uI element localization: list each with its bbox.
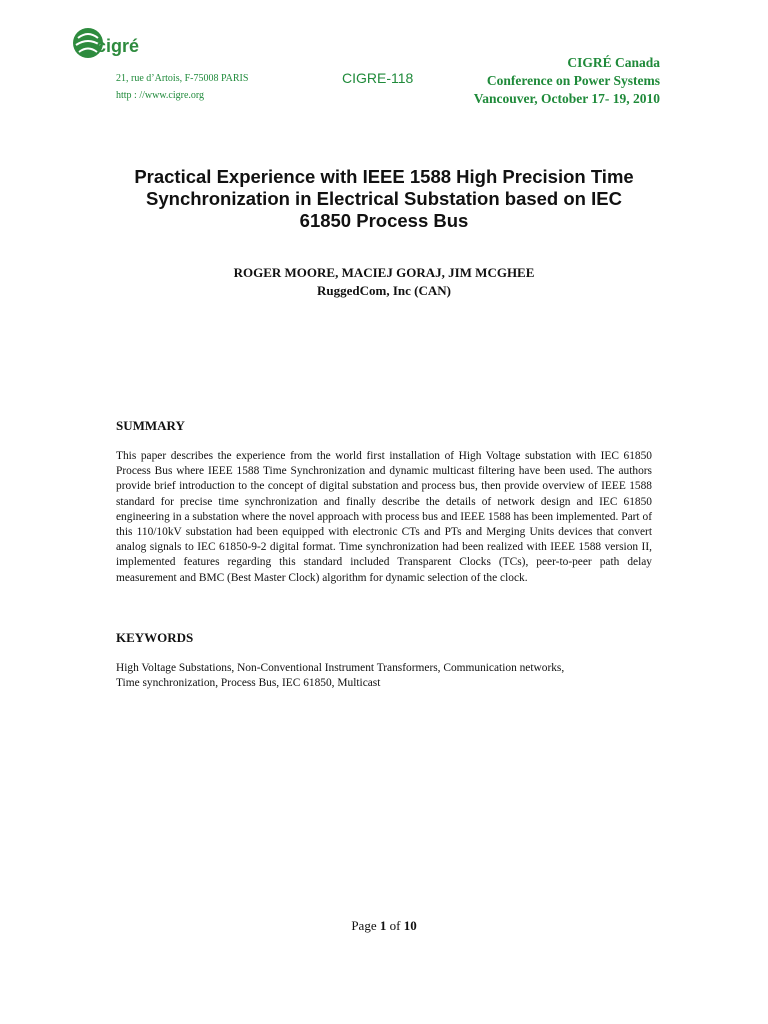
page-word: Page bbox=[351, 918, 377, 933]
title-line-1: Practical Experience with IEEE 1588 High Precision Time bbox=[134, 166, 634, 187]
conference-line-2: Conference on Power Systems bbox=[486, 73, 660, 88]
keywords-paragraph bbox=[116, 661, 652, 691]
title-line-2: Synchronization in Electrical Substation based on IEC bbox=[146, 188, 622, 209]
conference-line-1: CIGRÉ Canada bbox=[567, 55, 660, 70]
summary-heading: SUMMARY bbox=[116, 418, 185, 433]
website-line: http : //www.cigre.org bbox=[116, 90, 205, 101]
page-current: 1 bbox=[379, 918, 387, 933]
organization-address bbox=[116, 70, 248, 104]
paper-code: CIGRE-118 bbox=[342, 70, 414, 86]
author-names: ROGER MOORE, MACIEJ GORAJ, JIM MCGHEE bbox=[233, 265, 535, 280]
cigre-globe-icon bbox=[70, 20, 160, 66]
page-total: 10 bbox=[403, 918, 417, 933]
address-line: 21, rue d’Artois, F-75008 PARIS bbox=[116, 73, 249, 84]
paper-title bbox=[100, 166, 668, 232]
page-number bbox=[0, 918, 768, 934]
summary-paragraph: This paper describes the experience from the world first installation of High Voltage substation with IEC 61850 Process Bus where IEEE 1588 Time Synchronization and dynamic multicast filtering have been used. The authors provide brief introduction to the concept of digital substation and process bus, then provide overview of IEEE 1588 standard for precise time synchronization and finally describe the details of network design and IEC 61850 engineering in a substation where the novel approach with process bus and IEEE 1588 has been implemented. Part of this 110/10kV substation had been equipped with electronic CTs and PTs and Merging Units devices that convert analog signals to IEC 61850-9-2 digital format. Time synchronization had been realized with IEEE 1588 version II, implemented features regarding this standard included Transparent Clocks (TCs), peer-to-peer path delay measurement and BMC (Best Master Clock) algorithm for dynamic selection of the clock. bbox=[116, 450, 652, 584]
author-block bbox=[100, 264, 668, 300]
title-line-3: 61850 Process Bus bbox=[299, 210, 469, 231]
of-word: of bbox=[389, 918, 401, 933]
conference-info bbox=[474, 54, 660, 108]
keywords-line-1: High Voltage Substations, Non-Conventional Instrument Transformers, Communication networks, bbox=[116, 662, 565, 674]
author-affiliation: RuggedCom, Inc (CAN) bbox=[317, 283, 451, 298]
keywords-line-2: Time synchronization, Process Bus, IEC 61850, Multicast bbox=[116, 677, 381, 690]
keywords-heading: KEYWORDS bbox=[116, 630, 194, 645]
conference-line-3: Vancouver, October 17- 19, 2010 bbox=[473, 91, 660, 106]
logo-wordmark: cigré bbox=[96, 36, 140, 56]
cigre-logo bbox=[70, 20, 160, 66]
